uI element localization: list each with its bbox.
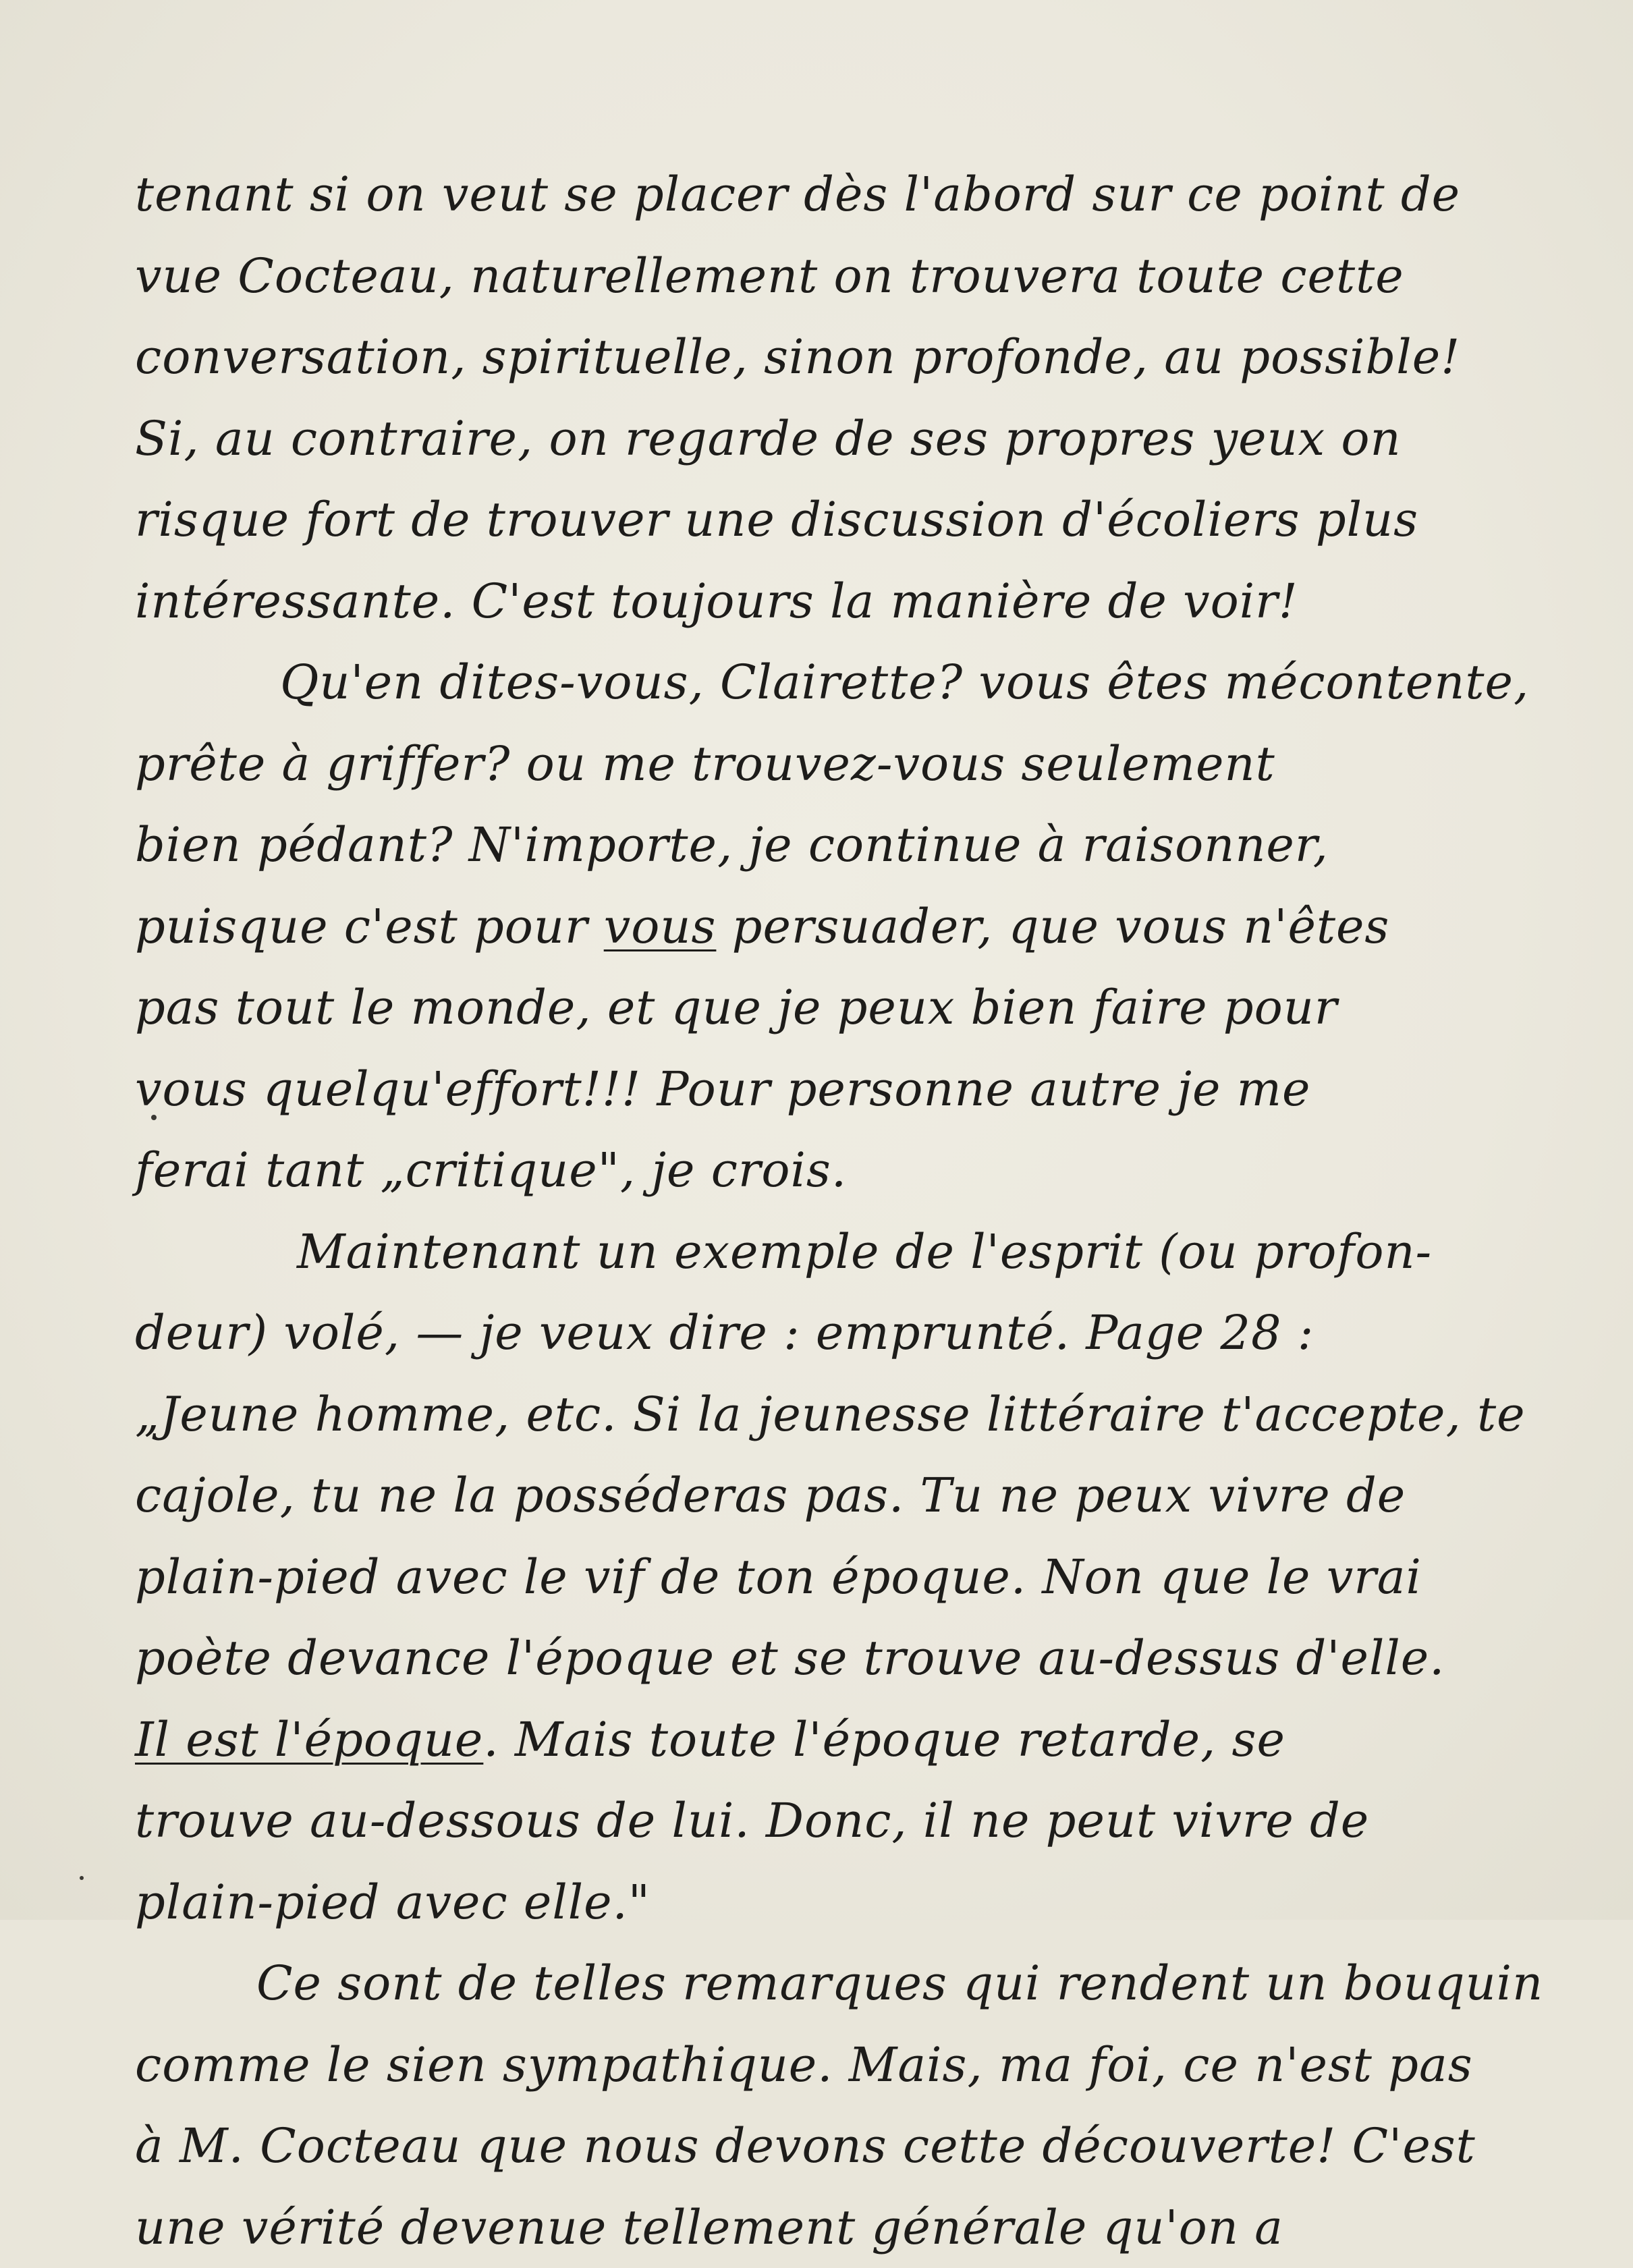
letter-line	[135, 886, 1606, 968]
letter-line-text: puisque c'est pour	[135, 899, 604, 954]
letter-line: intéressante. C'est toujours la manière de voir!	[135, 561, 1606, 642]
letter-line: une vérité devenue tellement générale qu'on a	[135, 2187, 1606, 2268]
letter-line: bien pédant? N'importe, je continue à raisonner,	[135, 804, 1606, 886]
letter-line: deur) volé, — je veux dire : emprunté. Page 28 :	[135, 1292, 1606, 1374]
letter-line: poète devance l'époque et se trouve au-dessus d'elle.	[135, 1617, 1606, 1699]
letter-line: comme le sien sympathique. Mais, ma foi, ce n'est pas	[135, 2024, 1606, 2106]
letter-line: vous quelqu'effort!!! Pour personne autre je me	[135, 1049, 1606, 1130]
letter-line	[135, 1699, 1606, 1781]
letter-line: Ce sont de telles remarques qui rendent un bouquin	[135, 1943, 1606, 2024]
letter-line: pas tout le monde, et que je peux bien faire pour	[135, 967, 1606, 1049]
letter-line: tenant si on veut se placer dès l'abord sur ce point de	[135, 154, 1606, 236]
letter-line: prête à griffer? ou me trouvez-vous seulement	[135, 723, 1606, 805]
letter-line: trouve au-dessous de lui. Donc, il ne peut vivre de	[135, 1780, 1606, 1862]
letter-line: plain-pied avec elle."	[135, 1862, 1606, 1943]
underlined-word: vous	[604, 899, 717, 954]
letter-line-text: . Mais toute l'époque retarde, se	[483, 1712, 1285, 1767]
letter-line: Maintenant un exemple de l'esprit (ou profon-	[135, 1211, 1606, 1293]
letter-line: Qu'en dites-vous, Clairette? vous êtes mécontente,	[135, 642, 1606, 723]
underlined-phrase: Il est l'époque	[135, 1712, 483, 1767]
letter-line-text: persuader, que vous n'êtes	[716, 899, 1389, 954]
letter-line: „Jeune homme, etc. Si la jeunesse littéraire t'accepte, te	[135, 1374, 1606, 1456]
letter-line: conversation, spirituelle, sinon profonde, au possible!	[135, 316, 1606, 398]
letter-line: ferai tant „critique", je crois.	[135, 1130, 1606, 1211]
letter-line: cajole, tu ne la posséderas pas. Tu ne peux vivre de	[135, 1455, 1606, 1537]
letter-line: plain-pied avec le vif de ton époque. Non que le vrai	[135, 1537, 1606, 1618]
letter-line: Si, au contraire, on regarde de ses propres yeux on	[135, 398, 1606, 480]
letter-line: vue Cocteau, naturellement on trouvera toute cette	[135, 236, 1606, 317]
handwritten-letter	[135, 154, 1606, 2268]
ink-dot	[80, 1876, 84, 1880]
letter-line: à M. Cocteau que nous devons cette découverte! C'est	[135, 2105, 1606, 2187]
letter-line: risque fort de trouver une discussion d'écoliers plus	[135, 479, 1606, 561]
